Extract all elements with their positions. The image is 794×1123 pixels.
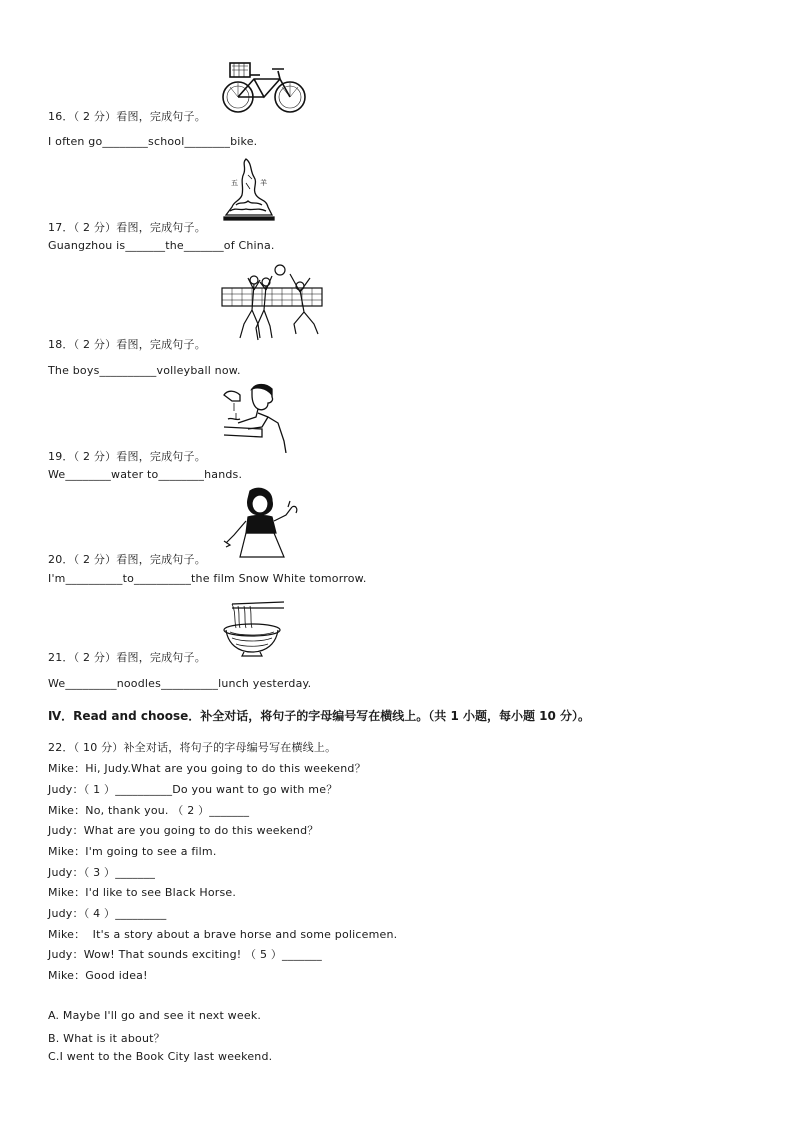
q19-prompt: 19．（ 2 分）看图，完成句子。 (48, 450, 206, 463)
statue-label-2: 羊 (260, 179, 267, 187)
dialogue-line: Mike：Good idea! (48, 969, 148, 982)
noodle-bowl-icon (220, 600, 286, 658)
bicycle-icon (220, 57, 312, 115)
q18-sentence: The boys__________volleyball now. (48, 364, 241, 377)
q20-sentence: I'm__________to__________the film Snow White tomorrow. (48, 572, 367, 585)
option-b: B. What is it about？ (48, 1032, 165, 1045)
statue-label-1: 五 (231, 179, 238, 187)
dialogue-line: Mike：I'm going to see a film. (48, 845, 217, 858)
dialogue-line: Mike： It's a story about a brave horse and some policemen. (48, 928, 398, 941)
q18-prompt: 18．（ 2 分）看图，完成句子。 (48, 338, 206, 351)
q21-sentence: We_________noodles__________lunch yesterday. (48, 677, 312, 690)
dialogue-line: Judy：（ 3 ）_______ (48, 866, 156, 879)
q17-sentence: Guangzhou is_______the_______of China. (48, 239, 275, 252)
dialogue-line: Mike：I'd like to see Black Horse. (48, 886, 237, 899)
q19-sentence: We________water to________hands. (48, 468, 243, 481)
dialogue-line: Mike：Hi, Judy.What are you going to do this weekend？ (48, 762, 366, 775)
dialogue-line: Judy：What are you going to do this weekend？ (48, 824, 319, 837)
five-goats-statue-icon (222, 155, 276, 221)
option-a: A. Maybe I'll go and see it next week. (48, 1009, 262, 1022)
boy-washing-hands-icon (222, 383, 292, 453)
volleyball-players-icon (220, 262, 328, 342)
section-heading: Ⅳ．Read and choose．补全对话，将句子的字母编号写在横线上。（共 1 小题，每小题 10 分）。 (48, 709, 591, 723)
dialogue-line: Judy：（ 1 ）__________Do you want to go with me？ (48, 783, 338, 796)
snow-white-icon (220, 487, 306, 561)
dialogue-line: Judy：（ 4 ）_________ (48, 907, 167, 920)
q21-prompt: 21．（ 2 分）看图，完成句子。 (48, 651, 206, 664)
option-c: C.I went to the Book City last weekend. (48, 1050, 273, 1063)
q16-prompt: 16．（ 2 分）看图，完成句子。 (48, 110, 206, 123)
q22-prompt: 22．（ 10 分）补全对话，将句子的字母编号写在横线上。 (48, 741, 337, 754)
dialogue-line: Mike：No, thank you. （ 2 ）_______ (48, 804, 250, 817)
dialogue-line: Judy：Wow! That sounds exciting! （ 5 ）_______ (48, 948, 322, 961)
q17-prompt: 17．（ 2 分）看图，完成句子。 (48, 221, 206, 234)
q16-sentence: I often go________school________bike. (48, 135, 258, 148)
q20-prompt: 20．（ 2 分）看图，完成句子。 (48, 553, 206, 566)
